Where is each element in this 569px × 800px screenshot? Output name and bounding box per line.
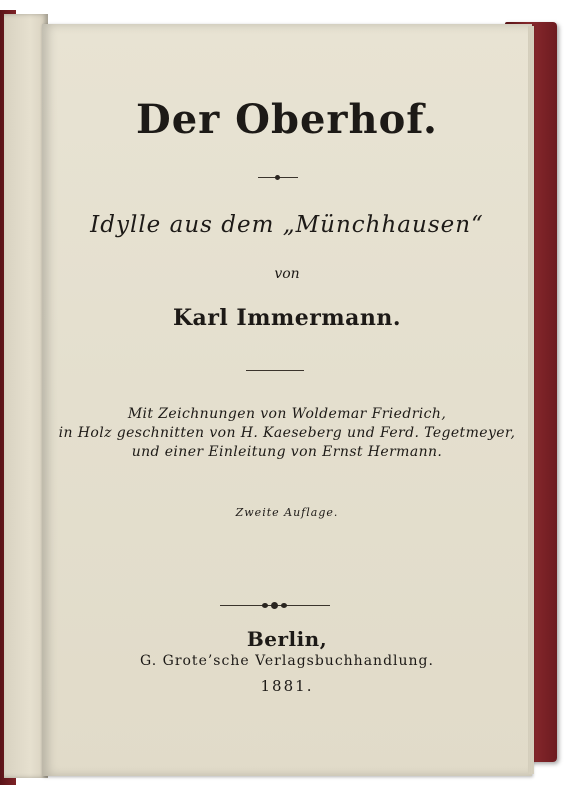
description-line-1: Mit Zeichnungen von Woldemar Friedrich,: [127, 406, 447, 422]
book-title: Der Oberhof.: [136, 96, 438, 143]
rule-ornament-diamond-right: [281, 603, 287, 608]
publisher-name: G. Grote’sche Verlagsbuchhandlung.: [140, 653, 434, 669]
book-subtitle: Idylle aus dem „Münchhausen“: [90, 212, 484, 238]
rule-ornament-diamond-center: [271, 602, 278, 609]
description-line-3: und einer Einleitung von Ernst Hermann.: [131, 444, 443, 460]
publication-year: 1881.: [260, 677, 314, 695]
rule-ornament-diamond-left: [262, 603, 268, 608]
by-label: von: [274, 266, 300, 282]
author-name: Karl Immermann.: [172, 305, 402, 331]
ornamental-rule-middle: [246, 370, 304, 371]
publication-city: Berlin,: [246, 627, 328, 651]
description-line-2: in Holz geschnitten von H. Kaeseberg und Ferd. Tegetmeyer,: [58, 425, 516, 441]
edition-note: Zweite Auflage.: [235, 506, 339, 519]
rule-ornament-dot: [275, 175, 280, 180]
